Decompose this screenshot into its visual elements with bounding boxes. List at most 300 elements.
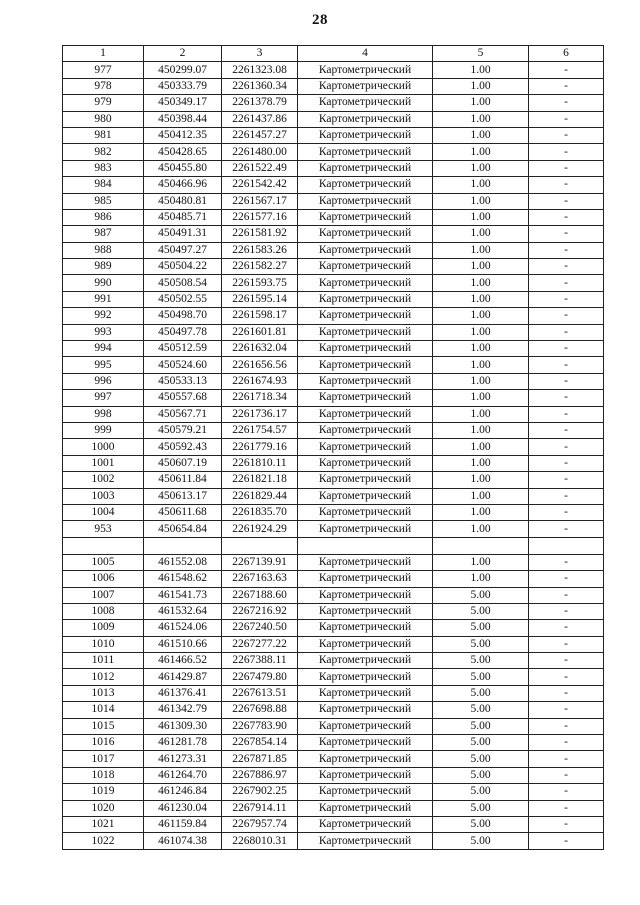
table-cell: - [529, 800, 604, 816]
table-cell: - [529, 636, 604, 652]
table-row [63, 373, 604, 389]
table-cell: 988 [63, 242, 144, 258]
table-cell: 450299.07 [144, 62, 222, 78]
table-cell: 2261656.56 [222, 357, 298, 373]
table-cell: 450466.96 [144, 177, 222, 193]
table-cell: 2261542.42 [222, 177, 298, 193]
table-cell: - [529, 209, 604, 225]
table-row [63, 521, 604, 537]
table-cell: Картометрический [298, 702, 433, 718]
table-row [63, 357, 604, 373]
table-cell: 1.00 [433, 160, 529, 176]
table-cell: Картометрический [298, 603, 433, 619]
table-cell: 2261754.57 [222, 422, 298, 438]
table-cell: 989 [63, 259, 144, 275]
table-cell: 450654.84 [144, 521, 222, 537]
table-cell: 1003 [63, 488, 144, 504]
table-cell: 5.00 [433, 833, 529, 849]
table-cell: 5.00 [433, 669, 529, 685]
table-cell: 450557.68 [144, 390, 222, 406]
table-cell: - [529, 78, 604, 94]
table-cell: - [529, 620, 604, 636]
table-cell: 1.00 [433, 193, 529, 209]
table-cell: 450428.65 [144, 144, 222, 160]
table-row [63, 833, 604, 849]
table-cell: 1.00 [433, 78, 529, 94]
table-cell: 450524.60 [144, 357, 222, 373]
table-row [63, 800, 604, 816]
table-cell: 2267854.14 [222, 735, 298, 751]
table-cell: 2261718.34 [222, 390, 298, 406]
table-cell: - [529, 702, 604, 718]
table-cell: - [529, 816, 604, 832]
table-cell: 2267914.11 [222, 800, 298, 816]
table-cell: - [529, 603, 604, 619]
table-cell: 2267479.80 [222, 669, 298, 685]
table-cell: 461230.04 [144, 800, 222, 816]
table-cell: - [529, 193, 604, 209]
table-cell: 953 [63, 521, 144, 537]
table-cell: 985 [63, 193, 144, 209]
table-cell: Картометрический [298, 800, 433, 816]
table-cell: 2261779.16 [222, 439, 298, 455]
table-cell: 5.00 [433, 620, 529, 636]
table-cell: 1013 [63, 685, 144, 701]
table-cell: 2261736.17 [222, 406, 298, 422]
table-cell: Картометрический [298, 406, 433, 422]
table-row [63, 455, 604, 471]
table-cell: 2267698.88 [222, 702, 298, 718]
table-cell: 2261810.11 [222, 455, 298, 471]
table-cell: Картометрический [298, 111, 433, 127]
table-cell: 461466.52 [144, 653, 222, 669]
table-cell: 2267388.11 [222, 653, 298, 669]
table-cell: - [529, 784, 604, 800]
table-row [63, 537, 604, 554]
table-cell: 1.00 [433, 390, 529, 406]
table-row [63, 209, 604, 225]
table-body [63, 62, 604, 849]
table-cell: 461309.30 [144, 718, 222, 734]
table-cell: 1006 [63, 571, 144, 587]
table-cell: Картометрический [298, 653, 433, 669]
table-cell: 461281.78 [144, 735, 222, 751]
table-cell: - [529, 324, 604, 340]
table-cell: 2261581.92 [222, 226, 298, 242]
table-cell: 2261323.08 [222, 62, 298, 78]
table-cell: Картометрический [298, 78, 433, 94]
table-cell: 1.00 [433, 521, 529, 537]
table-row [63, 324, 604, 340]
table-cell: 2261360.34 [222, 78, 298, 94]
table-cell: 2261598.17 [222, 308, 298, 324]
table-cell: 2267957.74 [222, 816, 298, 832]
table-row [63, 784, 604, 800]
table-cell: 2267902.25 [222, 784, 298, 800]
table-cell: 992 [63, 308, 144, 324]
table-cell: 2267188.60 [222, 587, 298, 603]
table-cell: 2261583.26 [222, 242, 298, 258]
table-row [63, 603, 604, 619]
table-cell: 2261601.81 [222, 324, 298, 340]
table-row [63, 193, 604, 209]
table-cell: 1.00 [433, 259, 529, 275]
table-row [63, 291, 604, 307]
table-cell: 1.00 [433, 308, 529, 324]
table-cell: - [529, 504, 604, 520]
table-row [63, 718, 604, 734]
table-cell: 1.00 [433, 422, 529, 438]
table-row [63, 78, 604, 94]
table-cell: Картометрический [298, 504, 433, 520]
table-cell: - [529, 735, 604, 751]
table-cell: Картометрический [298, 735, 433, 751]
table-cell: 2267783.90 [222, 718, 298, 734]
table-cell: 461246.84 [144, 784, 222, 800]
table-cell: 1019 [63, 784, 144, 800]
table-cell: 461541.73 [144, 587, 222, 603]
table-cell: Картометрический [298, 62, 433, 78]
table-cell: 1.00 [433, 209, 529, 225]
table-row [63, 587, 604, 603]
table-cell: 2261632.04 [222, 341, 298, 357]
table-cell: 1012 [63, 669, 144, 685]
table-cell: - [529, 127, 604, 143]
table-row [63, 636, 604, 652]
table-cell: - [529, 291, 604, 307]
table-cell: Картометрический [298, 718, 433, 734]
table-cell: 1008 [63, 603, 144, 619]
table-cell: 461510.66 [144, 636, 222, 652]
table-cell: Картометрический [298, 833, 433, 849]
table-cell: Картометрический [298, 521, 433, 537]
table-header-row [63, 46, 604, 62]
table-cell: Картометрический [298, 816, 433, 832]
table-cell: - [529, 685, 604, 701]
table-cell: 1017 [63, 751, 144, 767]
table-cell: 2268010.31 [222, 833, 298, 849]
table-cell: 5.00 [433, 718, 529, 734]
table-cell: 2267613.51 [222, 685, 298, 701]
table-cell: 2261378.79 [222, 95, 298, 111]
table-cell: - [529, 751, 604, 767]
table-cell: 5.00 [433, 816, 529, 832]
table-cell: 5.00 [433, 767, 529, 783]
table-cell: 450455.80 [144, 160, 222, 176]
table-row [63, 422, 604, 438]
table-row [63, 816, 604, 832]
table-cell: - [529, 373, 604, 389]
table-row [63, 160, 604, 176]
table-cell: 1007 [63, 587, 144, 603]
table-cell: 2267139.91 [222, 554, 298, 570]
table-cell: 450502.55 [144, 291, 222, 307]
table-cell: - [529, 275, 604, 291]
table-cell: 2261582.27 [222, 259, 298, 275]
column-header: 1 [63, 46, 144, 62]
table-cell: Картометрический [298, 571, 433, 587]
table-cell: 461074.38 [144, 833, 222, 849]
table-cell: - [529, 177, 604, 193]
table-row [63, 653, 604, 669]
table-row [63, 571, 604, 587]
table-cell: 2261593.75 [222, 275, 298, 291]
table-cell: 1.00 [433, 291, 529, 307]
table-cell: 2261577.16 [222, 209, 298, 225]
table-cell: 461552.08 [144, 554, 222, 570]
table-cell: 1.00 [433, 177, 529, 193]
table-cell: 1009 [63, 620, 144, 636]
table-cell: 1005 [63, 554, 144, 570]
table-cell: Картометрический [298, 587, 433, 603]
table-cell: Картометрический [298, 767, 433, 783]
table-cell: Картометрический [298, 620, 433, 636]
table-cell: 2267240.50 [222, 620, 298, 636]
table-cell: 990 [63, 275, 144, 291]
table-cell: Картометрический [298, 669, 433, 685]
table-cell [144, 537, 222, 554]
table-cell: 1.00 [433, 439, 529, 455]
table-cell: 450497.27 [144, 242, 222, 258]
table-row [63, 767, 604, 783]
table-cell: Картометрический [298, 324, 433, 340]
table-cell: Картометрический [298, 390, 433, 406]
table-row [63, 341, 604, 357]
table-cell: 450412.35 [144, 127, 222, 143]
table-cell: 450491.31 [144, 226, 222, 242]
table-cell: - [529, 390, 604, 406]
table-cell: 450611.84 [144, 472, 222, 488]
table-cell: 5.00 [433, 653, 529, 669]
table-row [63, 226, 604, 242]
table-cell: 1020 [63, 800, 144, 816]
table-cell: 1000 [63, 439, 144, 455]
table-cell: 461273.31 [144, 751, 222, 767]
table-cell: Картометрический [298, 193, 433, 209]
table-cell: 450613.17 [144, 488, 222, 504]
table-cell: 450349.17 [144, 95, 222, 111]
table-cell: 1.00 [433, 62, 529, 78]
table-cell: - [529, 472, 604, 488]
column-header: 5 [433, 46, 529, 62]
table-cell: 450592.43 [144, 439, 222, 455]
table-cell: 5.00 [433, 685, 529, 701]
table-cell: 1.00 [433, 95, 529, 111]
table-row [63, 95, 604, 111]
table-row [63, 685, 604, 701]
table-cell: Картометрический [298, 308, 433, 324]
column-header: 3 [222, 46, 298, 62]
table-cell: 5.00 [433, 800, 529, 816]
table-cell: 1.00 [433, 504, 529, 520]
table-cell: 2261829.44 [222, 488, 298, 504]
table-cell: 2267163.63 [222, 571, 298, 587]
table-cell: Картометрический [298, 160, 433, 176]
table-cell: 2261437.86 [222, 111, 298, 127]
table-cell: 982 [63, 144, 144, 160]
table-cell: 2261674.93 [222, 373, 298, 389]
table-cell: Картометрический [298, 275, 433, 291]
table-cell: 981 [63, 127, 144, 143]
table-cell: 450398.44 [144, 111, 222, 127]
table-cell: 1.00 [433, 554, 529, 570]
table-row [63, 735, 604, 751]
table-cell: 450611.68 [144, 504, 222, 520]
table-cell: Картометрический [298, 751, 433, 767]
table-row [63, 472, 604, 488]
table-row [63, 144, 604, 160]
table-cell: 1.00 [433, 144, 529, 160]
table-cell: Картометрический [298, 144, 433, 160]
table-cell: 1011 [63, 653, 144, 669]
table-cell: Картометрический [298, 127, 433, 143]
table-row [63, 177, 604, 193]
table-cell: 461429.87 [144, 669, 222, 685]
table-cell: - [529, 669, 604, 685]
table-row [63, 127, 604, 143]
table-cell: 2261457.27 [222, 127, 298, 143]
table-cell: 450508.54 [144, 275, 222, 291]
table-cell: 1.00 [433, 455, 529, 471]
table-cell: - [529, 833, 604, 849]
table-cell: 1.00 [433, 571, 529, 587]
table-cell: 983 [63, 160, 144, 176]
table-cell: Картометрический [298, 422, 433, 438]
table-cell: - [529, 718, 604, 734]
table-cell: - [529, 571, 604, 587]
table-cell: Картометрический [298, 95, 433, 111]
table-cell: - [529, 62, 604, 78]
table-cell: 450533.13 [144, 373, 222, 389]
table-row [63, 275, 604, 291]
table-cell: 1021 [63, 816, 144, 832]
table-cell: 1004 [63, 504, 144, 520]
table-row [63, 439, 604, 455]
table-cell: 1.00 [433, 488, 529, 504]
table-cell: 461342.79 [144, 702, 222, 718]
table-cell: 2261835.70 [222, 504, 298, 520]
table-cell: - [529, 95, 604, 111]
table-cell: Картометрический [298, 784, 433, 800]
column-header: 4 [298, 46, 433, 62]
table-cell [529, 537, 604, 554]
table-cell: 1.00 [433, 341, 529, 357]
table-cell: - [529, 226, 604, 242]
table-cell: 450579.21 [144, 422, 222, 438]
table-cell: 999 [63, 422, 144, 438]
table-row [63, 669, 604, 685]
table-row [63, 554, 604, 570]
table-cell: 450497.78 [144, 324, 222, 340]
table-cell: 2261595.14 [222, 291, 298, 307]
table-cell: 1.00 [433, 242, 529, 258]
table-cell: Картометрический [298, 177, 433, 193]
table-cell: 2261522.49 [222, 160, 298, 176]
table-cell: Картометрический [298, 341, 433, 357]
table-row [63, 620, 604, 636]
table-row [63, 504, 604, 520]
table-cell: 996 [63, 373, 144, 389]
table-cell: 1.00 [433, 127, 529, 143]
table-cell: - [529, 653, 604, 669]
table-cell: 1.00 [433, 324, 529, 340]
table-cell: 461548.62 [144, 571, 222, 587]
table-cell: 2267886.97 [222, 767, 298, 783]
table-cell: - [529, 767, 604, 783]
table-cell: Картометрический [298, 455, 433, 471]
table-cell: 1.00 [433, 373, 529, 389]
table-cell: 1002 [63, 472, 144, 488]
table-cell: Картометрический [298, 439, 433, 455]
table-cell: - [529, 111, 604, 127]
table-cell: Картометрический [298, 685, 433, 701]
table-row [63, 406, 604, 422]
table-cell: 1010 [63, 636, 144, 652]
table-cell: Картометрический [298, 373, 433, 389]
table-cell: 1022 [63, 833, 144, 849]
table-cell: 461159.84 [144, 816, 222, 832]
page-number: 28 [312, 12, 328, 28]
table-cell: Картометрический [298, 554, 433, 570]
table-cell: 980 [63, 111, 144, 127]
table-cell: 450485.71 [144, 209, 222, 225]
table-cell: 1.00 [433, 275, 529, 291]
table-cell: 450480.81 [144, 193, 222, 209]
table-row [63, 242, 604, 258]
table-cell [298, 537, 433, 554]
table-cell: - [529, 160, 604, 176]
table-cell: 1.00 [433, 472, 529, 488]
table-cell: Картометрический [298, 488, 433, 504]
table-cell: 5.00 [433, 702, 529, 718]
table-cell: 2267216.92 [222, 603, 298, 619]
table-cell [63, 537, 144, 554]
table-cell: 450498.70 [144, 308, 222, 324]
table-cell: 2261567.17 [222, 193, 298, 209]
table-cell: Картометрический [298, 357, 433, 373]
table-cell: - [529, 554, 604, 570]
table-cell: - [529, 587, 604, 603]
table-row [63, 702, 604, 718]
column-header: 6 [529, 46, 604, 62]
table-cell: 5.00 [433, 751, 529, 767]
table-cell: 1014 [63, 702, 144, 718]
table-cell: 450607.19 [144, 455, 222, 471]
table-cell: 2261924.29 [222, 521, 298, 537]
table-cell: Картометрический [298, 209, 433, 225]
table-cell: - [529, 439, 604, 455]
table-cell: 450333.79 [144, 78, 222, 94]
table-cell: Картометрический [298, 242, 433, 258]
table-cell: Картометрический [298, 472, 433, 488]
table-cell: 5.00 [433, 636, 529, 652]
table-cell: 1.00 [433, 406, 529, 422]
table-cell: 5.00 [433, 784, 529, 800]
table-cell: - [529, 406, 604, 422]
table-cell: 1.00 [433, 357, 529, 373]
table-cell: 461524.06 [144, 620, 222, 636]
table-cell: 2267277.22 [222, 636, 298, 652]
table-row [63, 751, 604, 767]
table-cell: 450567.71 [144, 406, 222, 422]
table-cell: Картометрический [298, 291, 433, 307]
table-cell: 2261480.00 [222, 144, 298, 160]
table-cell: 1015 [63, 718, 144, 734]
table-cell: 450504.22 [144, 259, 222, 275]
table-row [63, 390, 604, 406]
table-cell: 1018 [63, 767, 144, 783]
table-cell: - [529, 521, 604, 537]
